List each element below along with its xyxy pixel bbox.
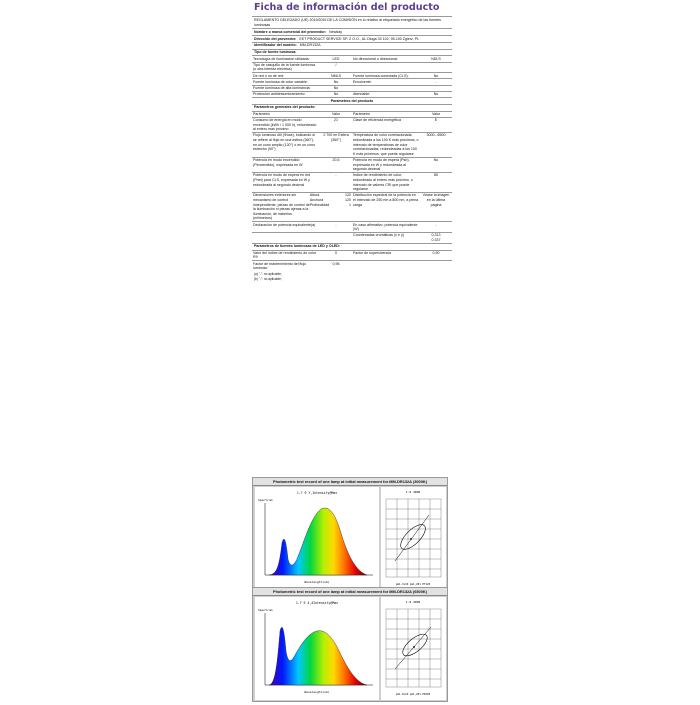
cell: -: [420, 222, 452, 233]
led-params-table: [252, 250, 452, 272]
table-row: [252, 133, 452, 158]
planckian-locus: [395, 627, 431, 669]
brand-value: Newday: [329, 29, 343, 34]
cie-title: 1-9 4008: [405, 600, 421, 604]
general-params-table: [252, 111, 452, 243]
cell: NMLS: [320, 73, 352, 79]
spectrum-curve: [269, 508, 367, 575]
cell: No: [420, 157, 452, 172]
cell: -: [420, 79, 452, 85]
cell: 2 700 en Esfera (360°): [320, 133, 352, 158]
cell: Fuente luminosa conectada (CLS):: [352, 73, 420, 79]
cell: 0: [320, 250, 352, 261]
spectrum-ylabel: Spectrum: [258, 608, 273, 612]
cell: Factor de supervivencia: [352, 250, 420, 261]
led-params-heading: Parámetros de fuentes luminosas de LED y OLED:: [252, 243, 452, 250]
source-type-table: [252, 55, 452, 97]
column-header: Parámetro: [352, 111, 420, 117]
source-type-heading: Tipo de fuente luminosa:: [252, 49, 452, 56]
cie-title: 1-9 4008: [405, 490, 421, 494]
cell: Fuente luminosa de alta luminancia:: [252, 85, 320, 91]
cell: Factor de mantenimiento del flujo luminoso: [252, 261, 320, 271]
cell: Clase de eficiencia energética: [352, 117, 420, 132]
cell: Tecnología de iluminación utilizada:: [252, 56, 320, 62]
cell: 21: [320, 117, 352, 132]
table-row: [252, 117, 452, 132]
photometric-panel-6500k: [252, 587, 448, 702]
cell: Protección antideslumbramiento:: [252, 91, 320, 97]
cell: Coordenadas cromáticas (x e y): [352, 233, 420, 243]
cell: En caso afirmativo, potencia equivalente (W): [352, 222, 420, 233]
table-row: [252, 157, 452, 172]
dimension-width: Anchura 120: [309, 197, 351, 202]
cell: [420, 62, 452, 73]
spectrum-chart: [255, 597, 379, 700]
cie-diagram: [381, 597, 446, 700]
cell: 80: [420, 173, 452, 193]
cell: [352, 62, 420, 73]
cell: /: [320, 62, 352, 73]
cell: No: [320, 85, 352, 91]
footnote-b: (b) "-": no aplicable;: [254, 276, 282, 281]
model-value: MM-DR132A: [299, 43, 321, 48]
column-header: Parámetro: [252, 111, 320, 117]
cell: Temperatura de color correlacionada, redondeada a los 100 K más próximos, o intervalo de temperaturas de color correlacionadas, redondeadas a los 100 K más próximos, que puede regularse: [353, 133, 419, 156]
cell: Potencia en modo encendido (Pencendido), expresada en W: [252, 157, 320, 172]
table-row: [252, 62, 452, 73]
product-information-sheet: [252, 0, 452, 469]
dimensions-cell: [252, 193, 352, 222]
model-row: [252, 42, 452, 49]
cell: No: [420, 73, 452, 79]
supplier-label: Dirección del proveedor:: [254, 36, 297, 41]
spectrum-title: 1-7 9 Y,Intensity@Max: [296, 491, 338, 495]
dimensions-label: Dimensiones exteriores sin mecanismo de control independiente, piezas de control de la iluminación ni piezas ajenas a la iluminación, de haberlos (milímetros): [253, 193, 310, 221]
cell: De red o no de red:: [252, 73, 320, 79]
cell: 20,5: [320, 157, 352, 172]
cell: No: [420, 91, 452, 97]
spectral-value: Véase la imagen en la última página: [420, 193, 452, 222]
cell: Envolvente:: [352, 79, 420, 85]
regulation-intro: REGLAMENTO DELEGADO (UE) 2019/2015 DE LA COMISIÓN en lo relativo al etiquetado energético de las fuentes luminosas: [252, 16, 452, 28]
cell: 0,90: [420, 250, 452, 261]
chromaticity-point: [410, 538, 412, 540]
supplier-row: [252, 35, 452, 42]
spectrum-xlabel: Wavelength(nm): [304, 580, 330, 584]
cell: Valor del índice de rendimiento de color R9: [252, 250, 320, 261]
cell: Índice de rendimiento de color, redondeado al entero más próximo, o intervalo de valores CRI que puede regularse: [352, 173, 420, 193]
cell: [420, 261, 452, 271]
table-row: [252, 173, 452, 193]
table-row: [252, 233, 452, 243]
cie-footer: pm1.0x10 pm1,201 P6500: [395, 693, 431, 696]
cell: 0,313 0,337: [420, 233, 452, 243]
dimension-depth: Profundidad 1: [309, 202, 351, 207]
cell: Tipo de casquillo de la fuente luminosa (u otra interfaz eléctrica): [252, 62, 320, 73]
column-header: Valor: [320, 111, 352, 117]
cell: 3000...6500: [420, 133, 452, 158]
table-row: [252, 222, 452, 233]
cell: Atenuable:: [352, 91, 420, 97]
photometric-panel-3000k: [252, 477, 448, 592]
table-row: [252, 261, 452, 271]
panel-title: Photometric test record of one lamp at initial measurement for MM-DR132A (3000K): [253, 478, 447, 486]
cell: 0,96: [320, 261, 352, 271]
spectrum-ylabel: Spectrum: [258, 498, 273, 502]
spectrum-title: 1-7 9 4,4Intensity@Max: [295, 601, 339, 605]
brand-label: Nombre o marca comercial del proveedor:: [254, 29, 327, 34]
model-label: Identificador del modelo:: [254, 43, 297, 48]
planckian-locus: [395, 515, 429, 561]
cell: -: [320, 173, 352, 193]
cell: [352, 261, 420, 271]
cie-diagram: [381, 487, 446, 590]
cell: -: [320, 222, 352, 233]
cell: No direccional o direccional:: [352, 56, 420, 62]
cell: No: [320, 79, 352, 85]
footnote-a: (a) "-": no aplicable;: [254, 271, 282, 276]
cell: LED: [320, 56, 352, 62]
cell: Potencia en modo de espera en red (Pnet) para CLS, expresada en W y redondeada al segundo decimal: [252, 173, 320, 193]
macadam-ellipse: [399, 630, 430, 659]
dimension-height: Altura 120: [309, 193, 351, 198]
cell: NDLS: [420, 56, 452, 62]
table-row: [252, 250, 452, 261]
product-params-heading: Parámetros del producto: [252, 97, 452, 104]
cell: Flujo luminoso útil (Φuse), indicando si se refiere al flujo en una esfera (360°), en un cono amplio (120°) o en un cono estrecho (90°): [252, 133, 320, 158]
column-header: Valor: [420, 111, 452, 117]
chromaticity-point: [413, 646, 415, 648]
spectrum-curve: [269, 627, 367, 685]
cell: [320, 233, 352, 243]
cell: No: [320, 91, 352, 97]
cell: Declaración de potencia equivalente(a): [252, 222, 320, 233]
spectral-label: Distribución espectral de la potencia en el intervalo de 250 nm a 800 nm, a plena carga: [352, 193, 420, 222]
spectrum-chart: [255, 487, 379, 590]
cell: Fuente luminosa de color variable:: [252, 79, 320, 85]
brand-row: [252, 28, 452, 35]
sheet-title: Ficha de información del producto: [254, 2, 440, 13]
cell: Consumo de energía en modo encendido (kWh / 1 000 h), redondeado al entero más próximo: [252, 117, 320, 132]
panel-title: Photometric test record of one lamp at initial measurement for MM-DR132A (6500K): [253, 588, 447, 596]
cell: Potencia en modo de espera (Psb), expresada en W y redondeada al segundo decimal: [352, 157, 420, 172]
cell: [252, 233, 320, 243]
cie-footer: pm1.3x10 pm1,201 ET120: [395, 583, 431, 586]
spectrum-xlabel: Wavelength(nm): [304, 690, 330, 694]
general-params-heading: Parámetros generales del producto:: [252, 104, 452, 111]
supplier-value: EET PRODUCT SERVICE SP. Z O.O., UL Długa 33 102, 95-100 Zgierz, PL: [299, 36, 420, 41]
dimensions-values: [310, 193, 351, 221]
cell: E: [420, 117, 452, 132]
dimensions-row: [252, 193, 452, 222]
